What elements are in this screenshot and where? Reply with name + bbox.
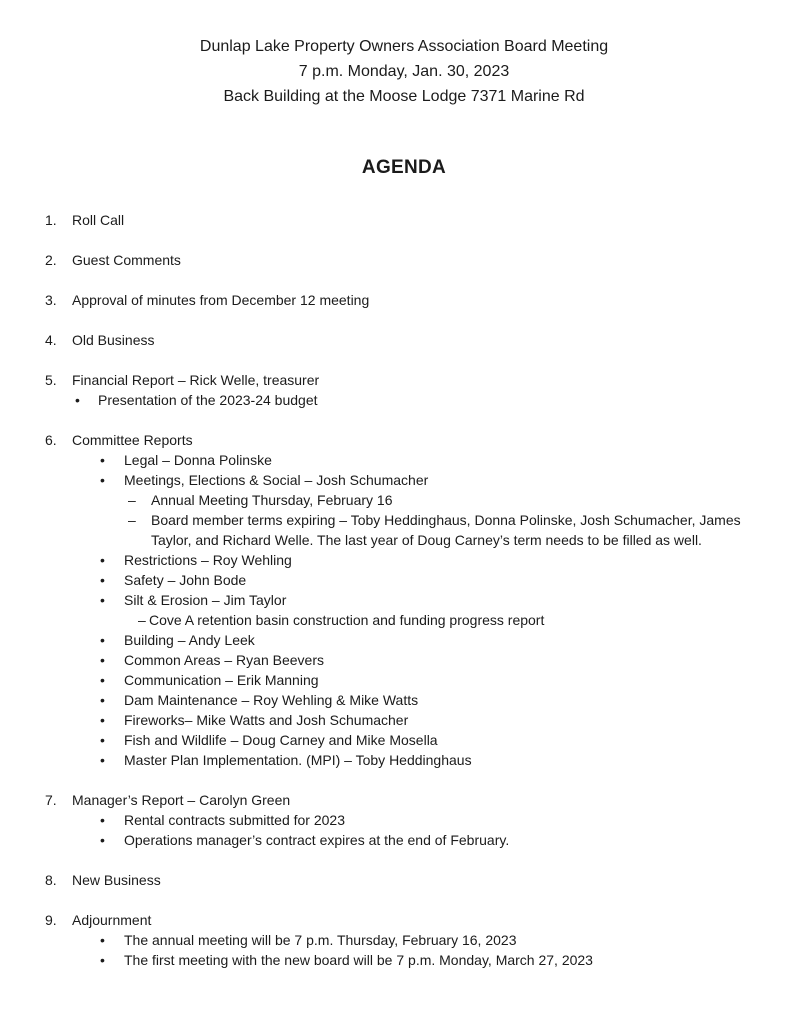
agenda-list xyxy=(45,210,763,970)
agenda-item-text: Guest Comments xyxy=(72,252,181,268)
agenda-subitem xyxy=(100,690,763,710)
agenda-item-row xyxy=(45,250,763,270)
agenda-subitem xyxy=(100,730,763,750)
agenda-subitem xyxy=(128,510,763,550)
agenda-subitem xyxy=(128,490,763,510)
agenda-subitem-text: Annual Meeting Thursday, February 16 xyxy=(151,492,393,508)
agenda-item-row xyxy=(45,790,763,810)
bullet-marker: • xyxy=(100,672,105,688)
bullet-marker: • xyxy=(100,692,105,708)
agenda-item xyxy=(45,250,763,270)
agenda-item-number: 7. xyxy=(45,792,57,808)
agenda-item-row xyxy=(45,370,763,390)
agenda-item-number: 5. xyxy=(45,372,57,388)
agenda-subitem xyxy=(138,610,763,630)
bullet-marker: • xyxy=(100,652,105,668)
agenda-item-text: Financial Report – Rick Welle, treasurer xyxy=(72,372,320,388)
bullet-marker: • xyxy=(100,752,105,768)
agenda-subitem-text: Rental contracts submitted for 2023 xyxy=(124,812,346,828)
bullet-marker: • xyxy=(100,572,105,588)
agenda-item-text: Adjournment xyxy=(72,912,152,928)
agenda-item-number: 6. xyxy=(45,432,57,448)
agenda-subitem-text: Meetings, Elections & Social – Josh Schumacher xyxy=(124,472,429,488)
bullet-marker: • xyxy=(100,712,105,728)
agenda-item-number: 4. xyxy=(45,332,57,348)
agenda-subitem xyxy=(100,590,763,610)
agenda-subitem-text: Restrictions – Roy Wehling xyxy=(124,552,292,568)
header-datetime-line: 7 p.m. Monday, Jan. 30, 2023 xyxy=(298,63,510,80)
agenda-subitem xyxy=(100,570,763,590)
agenda-subitem-text: Fireworks– Mike Watts and Josh Schumacher xyxy=(124,712,409,728)
bullet-marker: • xyxy=(100,812,105,828)
agenda-subitem-text: Building – Andy Leek xyxy=(124,632,255,648)
agenda-item-row xyxy=(45,290,763,310)
agenda-subitem xyxy=(100,470,763,490)
bullet-marker: • xyxy=(100,592,105,608)
agenda-subitem xyxy=(100,930,763,950)
bullet-marker: • xyxy=(100,832,105,848)
agenda-subitem xyxy=(100,810,763,830)
agenda-subitem-text: Silt & Erosion – Jim Taylor xyxy=(124,592,287,608)
agenda-subitem-text: Master Plan Implementation. (MPI) – Toby Heddinghaus xyxy=(124,752,472,768)
agenda-item-number: 9. xyxy=(45,912,57,928)
agenda-item xyxy=(45,290,763,310)
agenda-subitem xyxy=(75,390,763,410)
agenda-item-text: Roll Call xyxy=(72,212,125,228)
agenda-item-number: 2. xyxy=(45,252,57,268)
bullet-marker: • xyxy=(100,732,105,748)
agenda-item-number: 1. xyxy=(45,212,57,228)
bullet-marker: • xyxy=(75,392,80,408)
agenda-item xyxy=(45,330,763,350)
agenda-subitem xyxy=(100,750,763,770)
agenda-item-text: Manager’s Report – Carolyn Green xyxy=(72,792,291,808)
agenda-subitem-text: Cove A retention basin construction and funding progress report xyxy=(149,612,545,628)
agenda-subitem-text: Common Areas – Ryan Beevers xyxy=(124,652,324,668)
agenda-item-text: Old Business xyxy=(72,332,155,348)
agenda-subitem-text: Dam Maintenance – Roy Wehling & Mike Watts xyxy=(124,692,419,708)
agenda-subitem-text: Communication – Erik Manning xyxy=(124,672,319,688)
agenda-subitem xyxy=(100,550,763,570)
agenda-item xyxy=(45,910,763,970)
bullet-marker: • xyxy=(100,452,105,468)
agenda-subitem xyxy=(100,950,763,970)
agenda-subitem xyxy=(100,830,763,850)
agenda-subitem-text: Legal – Donna Polinske xyxy=(124,452,272,468)
agenda-item xyxy=(45,370,763,410)
agenda-item-row xyxy=(45,210,763,230)
agenda-subitem-text: Operations manager’s contract expires at the end of February. xyxy=(124,832,510,848)
agenda-subitem-text: Presentation of the 2023-24 budget xyxy=(98,392,318,408)
agenda-subitem-text: The first meeting with the new board will be 7 p.m. Monday, March 27, 2023 xyxy=(124,952,593,968)
bullet-marker: • xyxy=(100,472,105,488)
document-header xyxy=(0,0,808,109)
agenda-item-row xyxy=(45,870,763,890)
agenda-subitem xyxy=(100,630,763,650)
agenda-item xyxy=(45,210,763,230)
agenda-item-text: Approval of minutes from December 12 meeting xyxy=(72,292,370,308)
agenda-item-text: New Business xyxy=(72,872,161,888)
agenda-item-text: Committee Reports xyxy=(72,432,193,448)
agenda-item-number: 3. xyxy=(45,292,57,308)
agenda-subitem xyxy=(100,650,763,670)
dash-marker: – xyxy=(138,612,146,628)
bullet-marker: • xyxy=(100,932,105,948)
header-title-line: Dunlap Lake Property Owners Association Board Meeting xyxy=(199,38,609,55)
agenda-subitem-text: Safety – John Bode xyxy=(124,572,247,588)
agenda-subitem-text: Fish and Wildlife – Doug Carney and Mike Mosella xyxy=(124,732,438,748)
header-location-line: Back Building at the Moose Lodge 7371 Marine Rd xyxy=(223,88,585,105)
agenda-subitem xyxy=(100,450,763,470)
agenda-item xyxy=(45,870,763,890)
agenda-item xyxy=(45,790,763,850)
dash-marker: – xyxy=(128,492,136,508)
agenda-heading: AGENDA xyxy=(361,157,447,178)
agenda-item-row xyxy=(45,330,763,350)
agenda-item-row xyxy=(45,910,763,930)
agenda-subitem-text: Board member terms expiring – Toby Heddinghaus, Donna Polinske, Josh Schumacher, James Taylor, and Richard Welle. The last year of Doug Carney’s term needs to be filled as well. xyxy=(151,512,741,548)
bullet-marker: • xyxy=(100,632,105,648)
bullet-marker: • xyxy=(100,952,105,968)
bullet-marker: • xyxy=(100,552,105,568)
agenda-subitem xyxy=(100,710,763,730)
agenda-subitem xyxy=(100,670,763,690)
agenda-subitem-text: The annual meeting will be 7 p.m. Thursday, February 16, 2023 xyxy=(124,932,517,948)
agenda-item-row xyxy=(45,430,763,450)
agenda-item-number: 8. xyxy=(45,872,57,888)
dash-marker: – xyxy=(128,512,136,528)
agenda-item xyxy=(45,430,763,770)
